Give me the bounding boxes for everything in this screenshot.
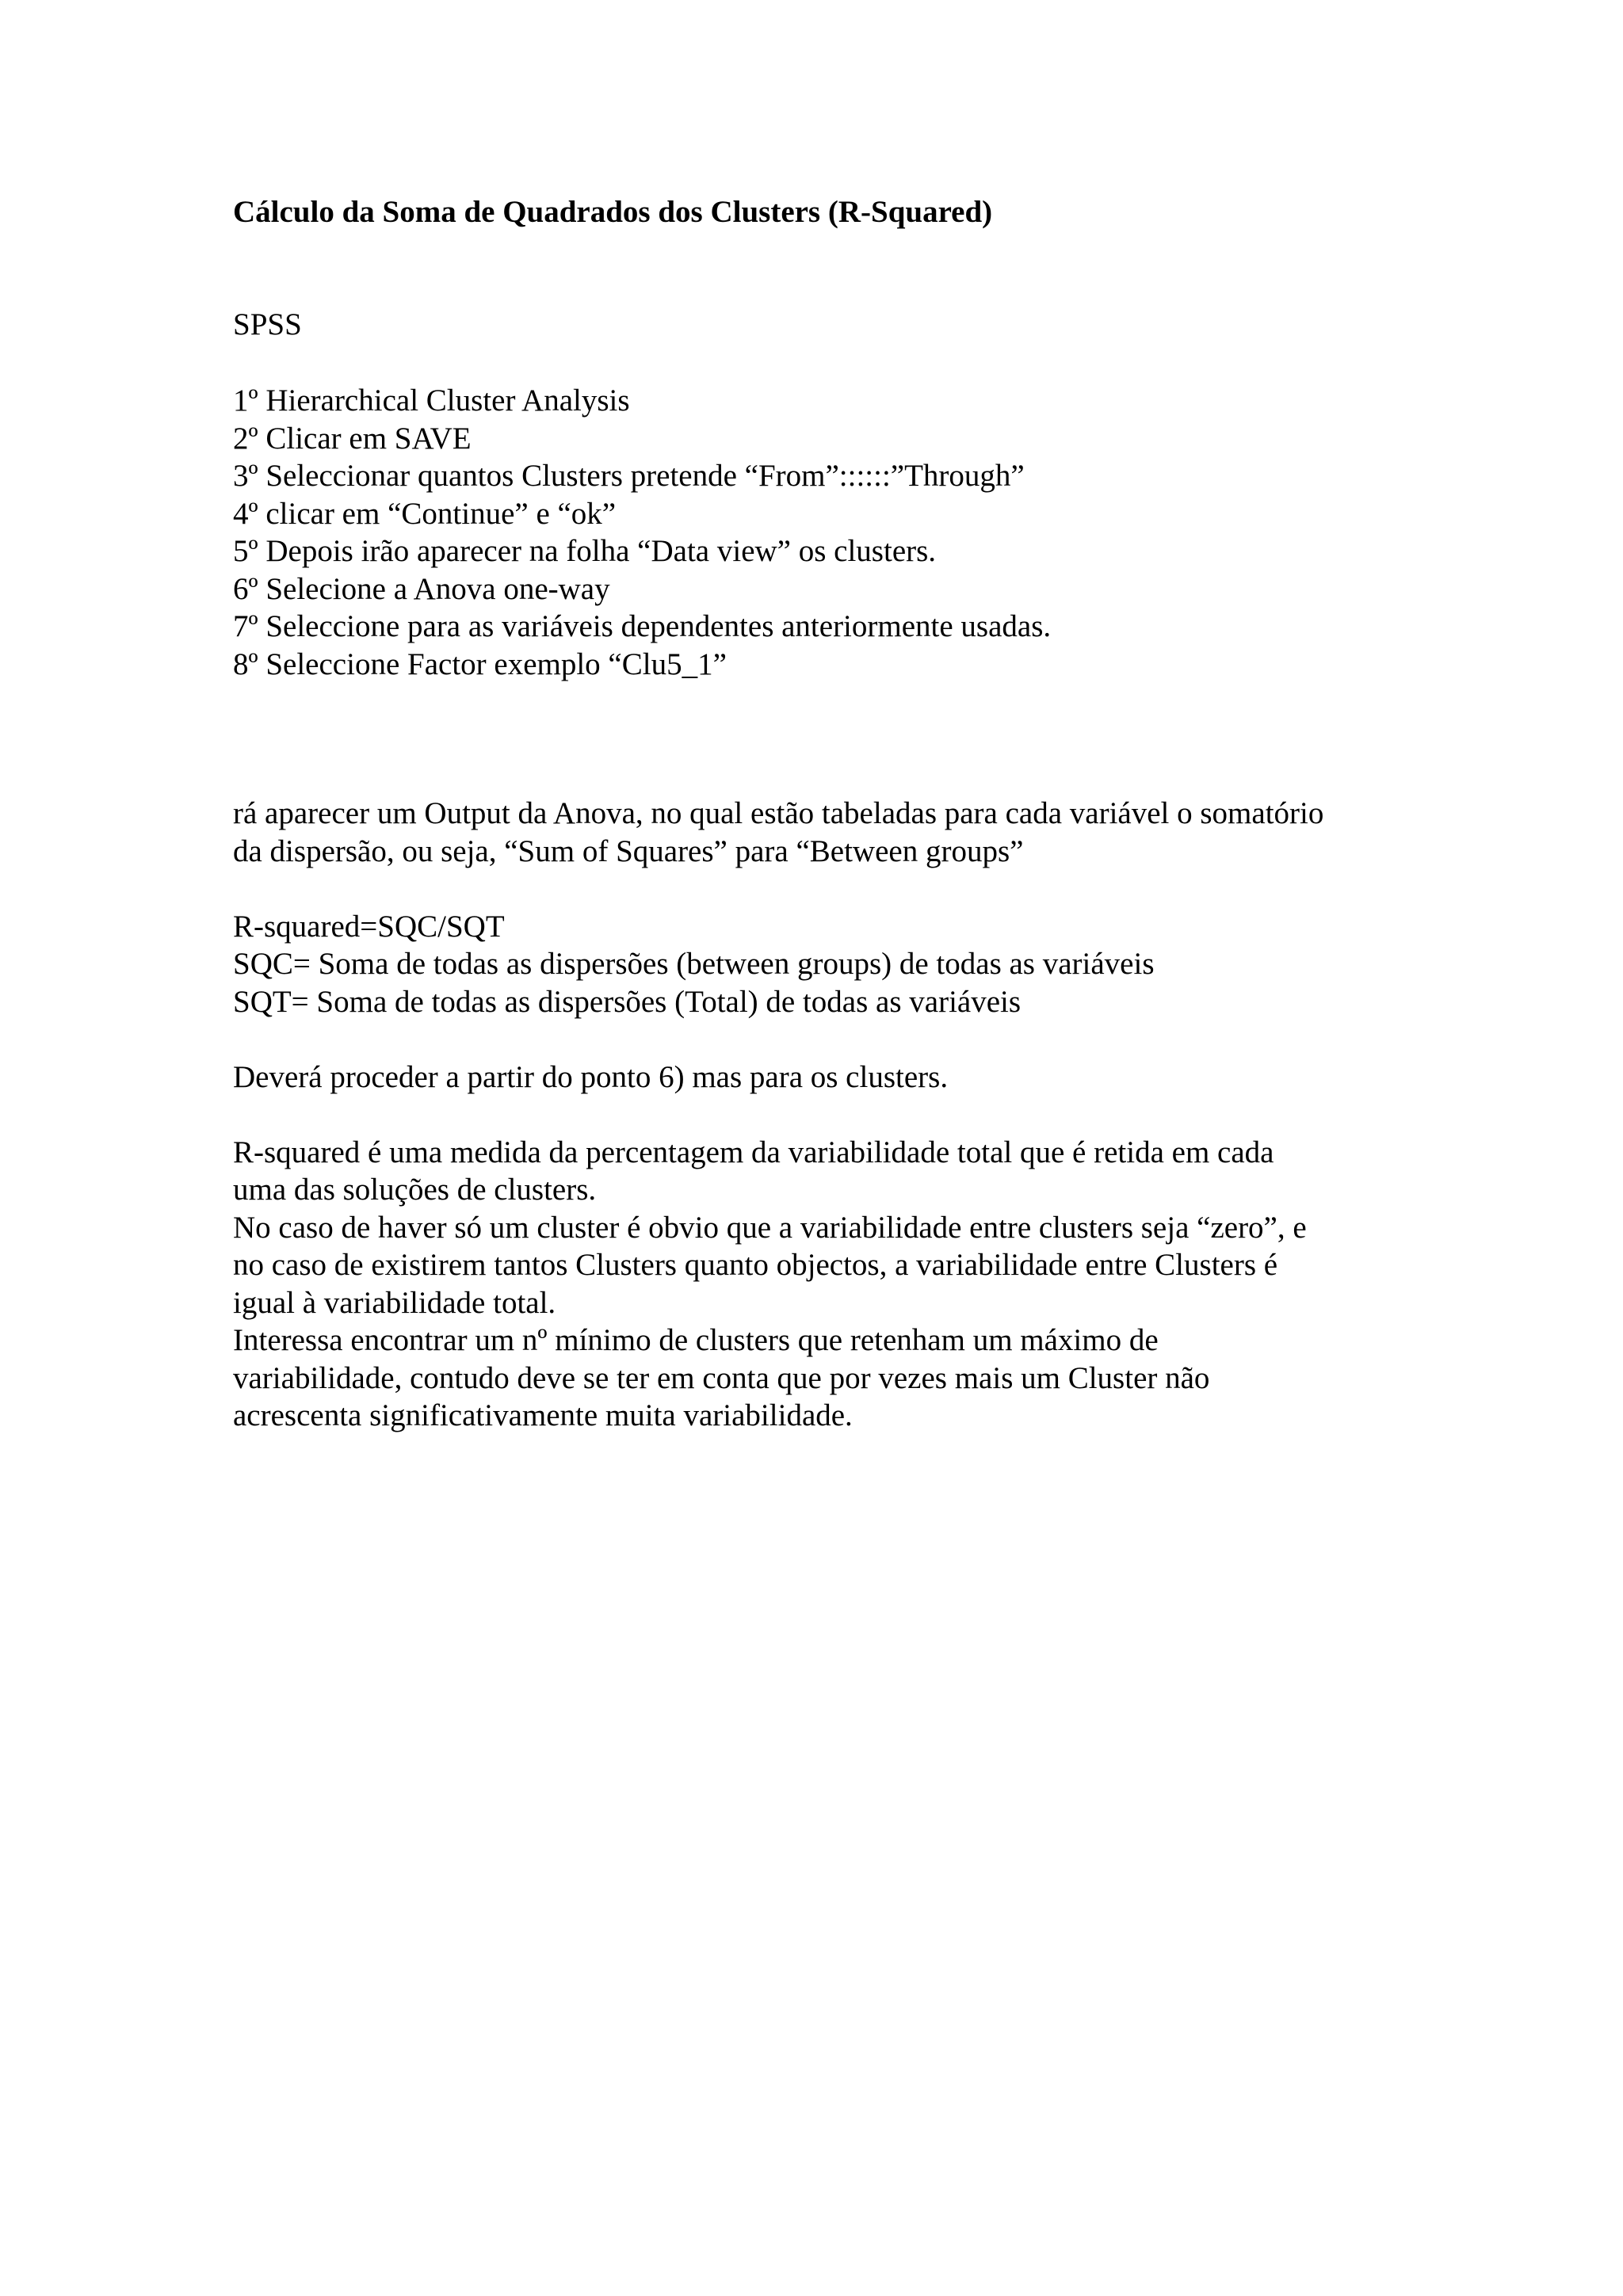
paragraph-formula	[233, 908, 1406, 1021]
paragraph-line: igual à variabilidade total.	[233, 1285, 556, 1320]
paragraph-line: rá aparecer um Output da Anova, no qual estão tabeladas para cada variável o somatório	[233, 796, 1324, 830]
paragraph-proceed	[233, 1058, 1406, 1097]
paragraph-line: Interessa encontrar um nº mínimo de clusters que retenham um máximo de	[233, 1323, 1159, 1357]
step-item: 4º clicar em “Continue” e “ok”	[233, 496, 617, 531]
step-item: 2º Clicar em SAVE	[233, 421, 472, 456]
step-item: 3º Seleccionar quantos Clusters pretende “From”::::::”Through”	[233, 459, 1025, 493]
paragraph-line: no caso de existirem tantos Clusters quanto objectos, a variabilidade entre Clusters é	[233, 1248, 1278, 1282]
paragraph-line: No caso de haver só um cluster é obvio que a variabilidade entre clusters seja “zero”, e	[233, 1210, 1307, 1245]
paragraph-line: variabilidade, contudo deve se ter em conta que por vezes mais um Cluster não	[233, 1360, 1210, 1395]
step-item: 5º Depois irão aparecer na folha “Data view” os clusters.	[233, 534, 937, 568]
document-content	[233, 193, 1406, 1432]
document-title: Cálculo da Soma de Quadrados dos Clusters (R-Squared)	[233, 195, 993, 229]
formula-line: SQC= Soma de todas as dispersões (between groups) de todas as variáveis	[233, 947, 1155, 981]
section-label-spss: SPSS	[233, 307, 302, 341]
step-item: 7º Seleccione para as variáveis dependentes anteriormente usadas.	[233, 609, 1052, 643]
step-item: 1º Hierarchical Cluster Analysis	[233, 383, 630, 418]
paragraph-line: uma das soluções de clusters.	[233, 1173, 597, 1207]
step-item: 6º Selecione a Anova one-way	[233, 571, 610, 606]
paragraph-line: acrescenta significativamente muita variabilidade.	[233, 1398, 853, 1432]
paragraph-output	[233, 795, 1406, 870]
body-block	[233, 795, 1406, 1472]
paragraph-line: da dispersão, ou seja, “Sum of Squares” para “Between groups”	[233, 833, 1024, 868]
formula-line: SQT= Soma de todas as dispersões (Total) de todas as variáveis	[233, 984, 1022, 1019]
paragraph-line: Deverá proceder a partir do ponto 6) mas para os clusters.	[233, 1059, 949, 1094]
steps-list	[233, 382, 1051, 683]
paragraph-explanation	[233, 1134, 1406, 1435]
paragraph-line: R-squared é uma medida da percentagem da variabilidade total que é retida em cada	[233, 1135, 1274, 1169]
formula-line: R-squared=SQC/SQT	[233, 909, 505, 944]
step-item: 8º Seleccione Factor exemplo “Clu5_1”	[233, 646, 727, 681]
